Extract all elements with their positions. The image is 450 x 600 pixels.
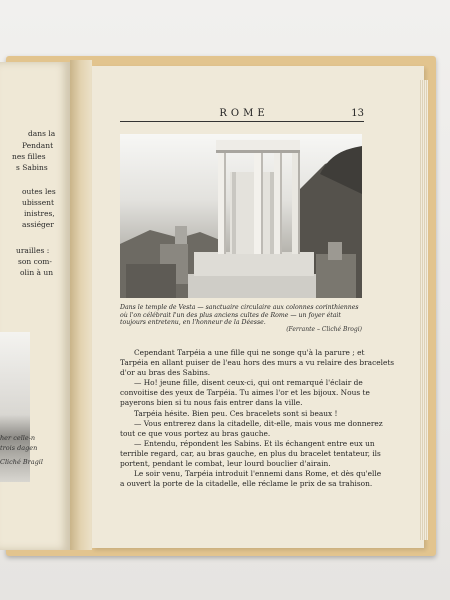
left-text-fragment: assiéger (22, 220, 54, 229)
book-gutter (70, 60, 92, 550)
left-page (0, 62, 70, 550)
body-line: — Vous entrerez dans la citadelle, dit-elle, mais vous me donnerez (134, 418, 383, 428)
left-text-fragment: nes filles (12, 152, 46, 161)
left-text-fragment: dans la (28, 129, 56, 138)
left-text-fragment: ubissent (22, 198, 55, 207)
page-number: 13 (351, 108, 364, 119)
left-text-fragment: Pendant (22, 141, 54, 150)
temple-illustration (120, 134, 362, 298)
left-text-fragment: olin à un (20, 268, 54, 277)
left-text-fragment: inistres, (24, 209, 55, 218)
left-text-fragment: outes les (22, 187, 56, 196)
left-caption-line: Cliché Bragil (0, 458, 43, 466)
body-line: Tarpéia hésite. Bien peu. Ces bracelets sont si beaux ! (134, 408, 338, 418)
body-line: terrible regard, car, au bras gauche, en plus du bracelet tentateur, ils (120, 448, 381, 458)
header-rule (120, 121, 364, 122)
body-line: Le soir venu, Tarpéia introduit l'ennemi dans Rome, et dès qu'elle (134, 469, 382, 479)
body-line: — Entendu, répondent les Sabins. Et ils échangent entre eux un (134, 438, 375, 448)
body-line: portent, pendant le combat, leur lourd bouclier d'airain. (120, 459, 331, 469)
running-head: ROME (219, 108, 269, 119)
left-text-fragment: urailles : (16, 246, 50, 255)
body-line: tout ce que vous portez au bras gauche. (120, 428, 271, 438)
body-line: payerons bien si tu nous fais entrer dans la ville. (120, 398, 303, 408)
left-text-fragment: son com- (18, 257, 52, 266)
page-edges (420, 80, 428, 540)
left-text-fragment: s Sabins (16, 163, 48, 172)
body-line: Tarpéia en allant puiser de l'eau hors des murs a vu relaire des bracelets (120, 358, 395, 368)
figure-caption: Dans le temple de Vesta — sanctuaire circulaire aux colonnes corinthiennes où l'on célébrait l'un des plus anciens cultes de Rome — un foyer était toujours entretenu, en l'honneur de la Déesse. (120, 304, 359, 327)
temple-of-vesta-photo (120, 134, 362, 298)
body-line: convoitise des yeux de Tarpéia. Tu aimes l'or et les bijoux. Nous te (120, 388, 370, 398)
body-line: — Ho! jeune fille, disent ceux-ci, qui ont remarqué l'éclair de (134, 378, 363, 388)
photo-credit: (Ferrante – Cliché Brogi) (286, 326, 362, 333)
left-caption-line: trois dagen (0, 444, 38, 452)
body-text (120, 348, 395, 489)
body-line: Cependant Tarpéia a une fille qui ne songe qu'à la parure ; et (134, 348, 365, 357)
body-line: a ouvert la porte de la citadelle, elle réclame le prix de sa trahison. (120, 479, 373, 489)
left-caption-line: her celle-n (0, 434, 36, 442)
body-line: d'or au bras des Sabins. (120, 368, 211, 378)
